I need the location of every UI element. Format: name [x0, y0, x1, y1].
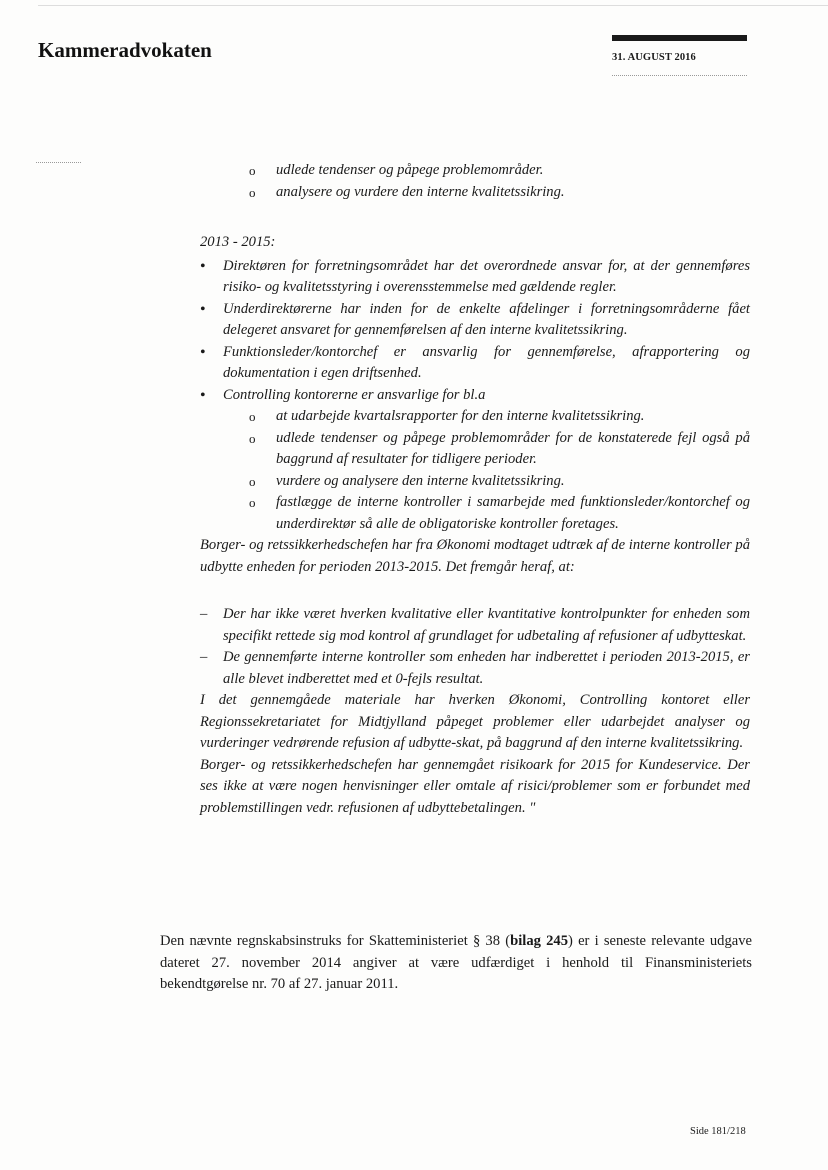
sub-item: o fastlægge de interne kontroller i samarbejde med funktionsleder/kontorchef og underdirektør så alle de obligatoriske kontroller foretages. — [223, 492, 750, 535]
list-item: o analysere og vurdere den interne kvalitetssikring. — [200, 182, 750, 204]
paragraph-extract: Borger- og retssikkerhedschefen har fra Økonomi modtaget udtræk af de interne kontroller på udbytte enheden for perioden 2013-2015. Det fremgår heraf, at: — [200, 537, 750, 575]
page-number: Side 181/218 — [690, 1126, 746, 1137]
top-rule — [38, 5, 828, 6]
intro-list — [200, 160, 750, 203]
paragraph-risk: Borger- og retssikkerhedschefen har gennemgået risikoark for 2015 for Kundeservice. Der ses ikke at være nogen henvisninger eller omtale af risici/problemer som er forbundet med problemstillingen vedr. refusionen af udbyttebetalingen. " — [200, 756, 750, 816]
period-heading: 2013 - 2015: — [200, 234, 276, 250]
dash-list — [200, 604, 750, 690]
bullet-item-controlling — [200, 385, 750, 536]
bullet-item: • Direktøren for forretningsområdet har det overordnede ansvar for, at der gennemføres risiko- og kvalitetsstyring i overensstemmelse med gældende regler. — [200, 256, 750, 299]
sub-item: o vurdere og analysere den interne kvalitetssikring. — [223, 471, 750, 493]
sub-list — [223, 406, 750, 535]
date-rule — [612, 75, 747, 76]
header-title: Kammeradvokaten — [38, 38, 212, 62]
quoted-section — [200, 160, 750, 819]
paragraph-material: I det gennemgåede materiale har hverken Økonomi, Controlling kontoret eller Regionssekretariatet for Midtjylland påpeget problemer eller udarbejdet analyser og vurderinger vedrørende refusion af udbytte-skat, på baggrund af den interne kvalitetssikring. — [200, 692, 750, 751]
date-bar — [612, 35, 747, 41]
list-item: o udlede tendenser og påpege problemområder. — [200, 160, 750, 182]
bilag-reference: bilag 245 — [510, 933, 569, 949]
body-paragraph — [160, 931, 752, 996]
bullet-text: Controlling kontorerne er ansvarlige for bl.a — [223, 386, 486, 403]
sub-item: o at udarbejde kvartalsrapporter for den interne kvalitetssikring. — [223, 406, 750, 428]
sub-item: o udlede tendenser og påpege problemområder for de konstaterede fejl også på baggrund af resultater for tidligere perioder. — [223, 428, 750, 471]
dash-item: – Der har ikke været hverken kvalitative eller kvantitative kontrolpunkter for enheden som specifikt rettede sig mod kontrol af grundlaget for udbetaling af refusioner af udbytteskat. — [200, 604, 750, 647]
bullet-item: • Funktionsleder/kontorchef er ansvarlig for gennemførelse, afrapportering og dokumentation i egen driftsenhed. — [200, 342, 750, 385]
dash-item: – De gennemførte interne kontroller som enheden har indberettet i perioden 2013-2015, er alle blevet indberettet med et 0-fejls resultat. — [200, 647, 750, 690]
body-text-before: Den nævnte regnskabsinstruks for Skatteministeriet § 38 ( — [160, 933, 511, 949]
bullet-item: • Underdirektørerne har inden for de enkelte afdelinger i forretningsområderne fået delegeret ansvaret for gennemførelsen af den interne kvalitetssikring. — [200, 299, 750, 342]
bullet-list — [200, 256, 750, 536]
body-text-after: ) er i seneste relevante udgave dateret 27. november 2014 angiver at være udfærdiget i henhold til Finansministeriets bekendtgørelse nr. 70 af 27. januar 2011. — [160, 933, 753, 992]
header-date: 31. AUGUST 2016 — [612, 52, 696, 63]
margin-rule — [36, 162, 81, 163]
